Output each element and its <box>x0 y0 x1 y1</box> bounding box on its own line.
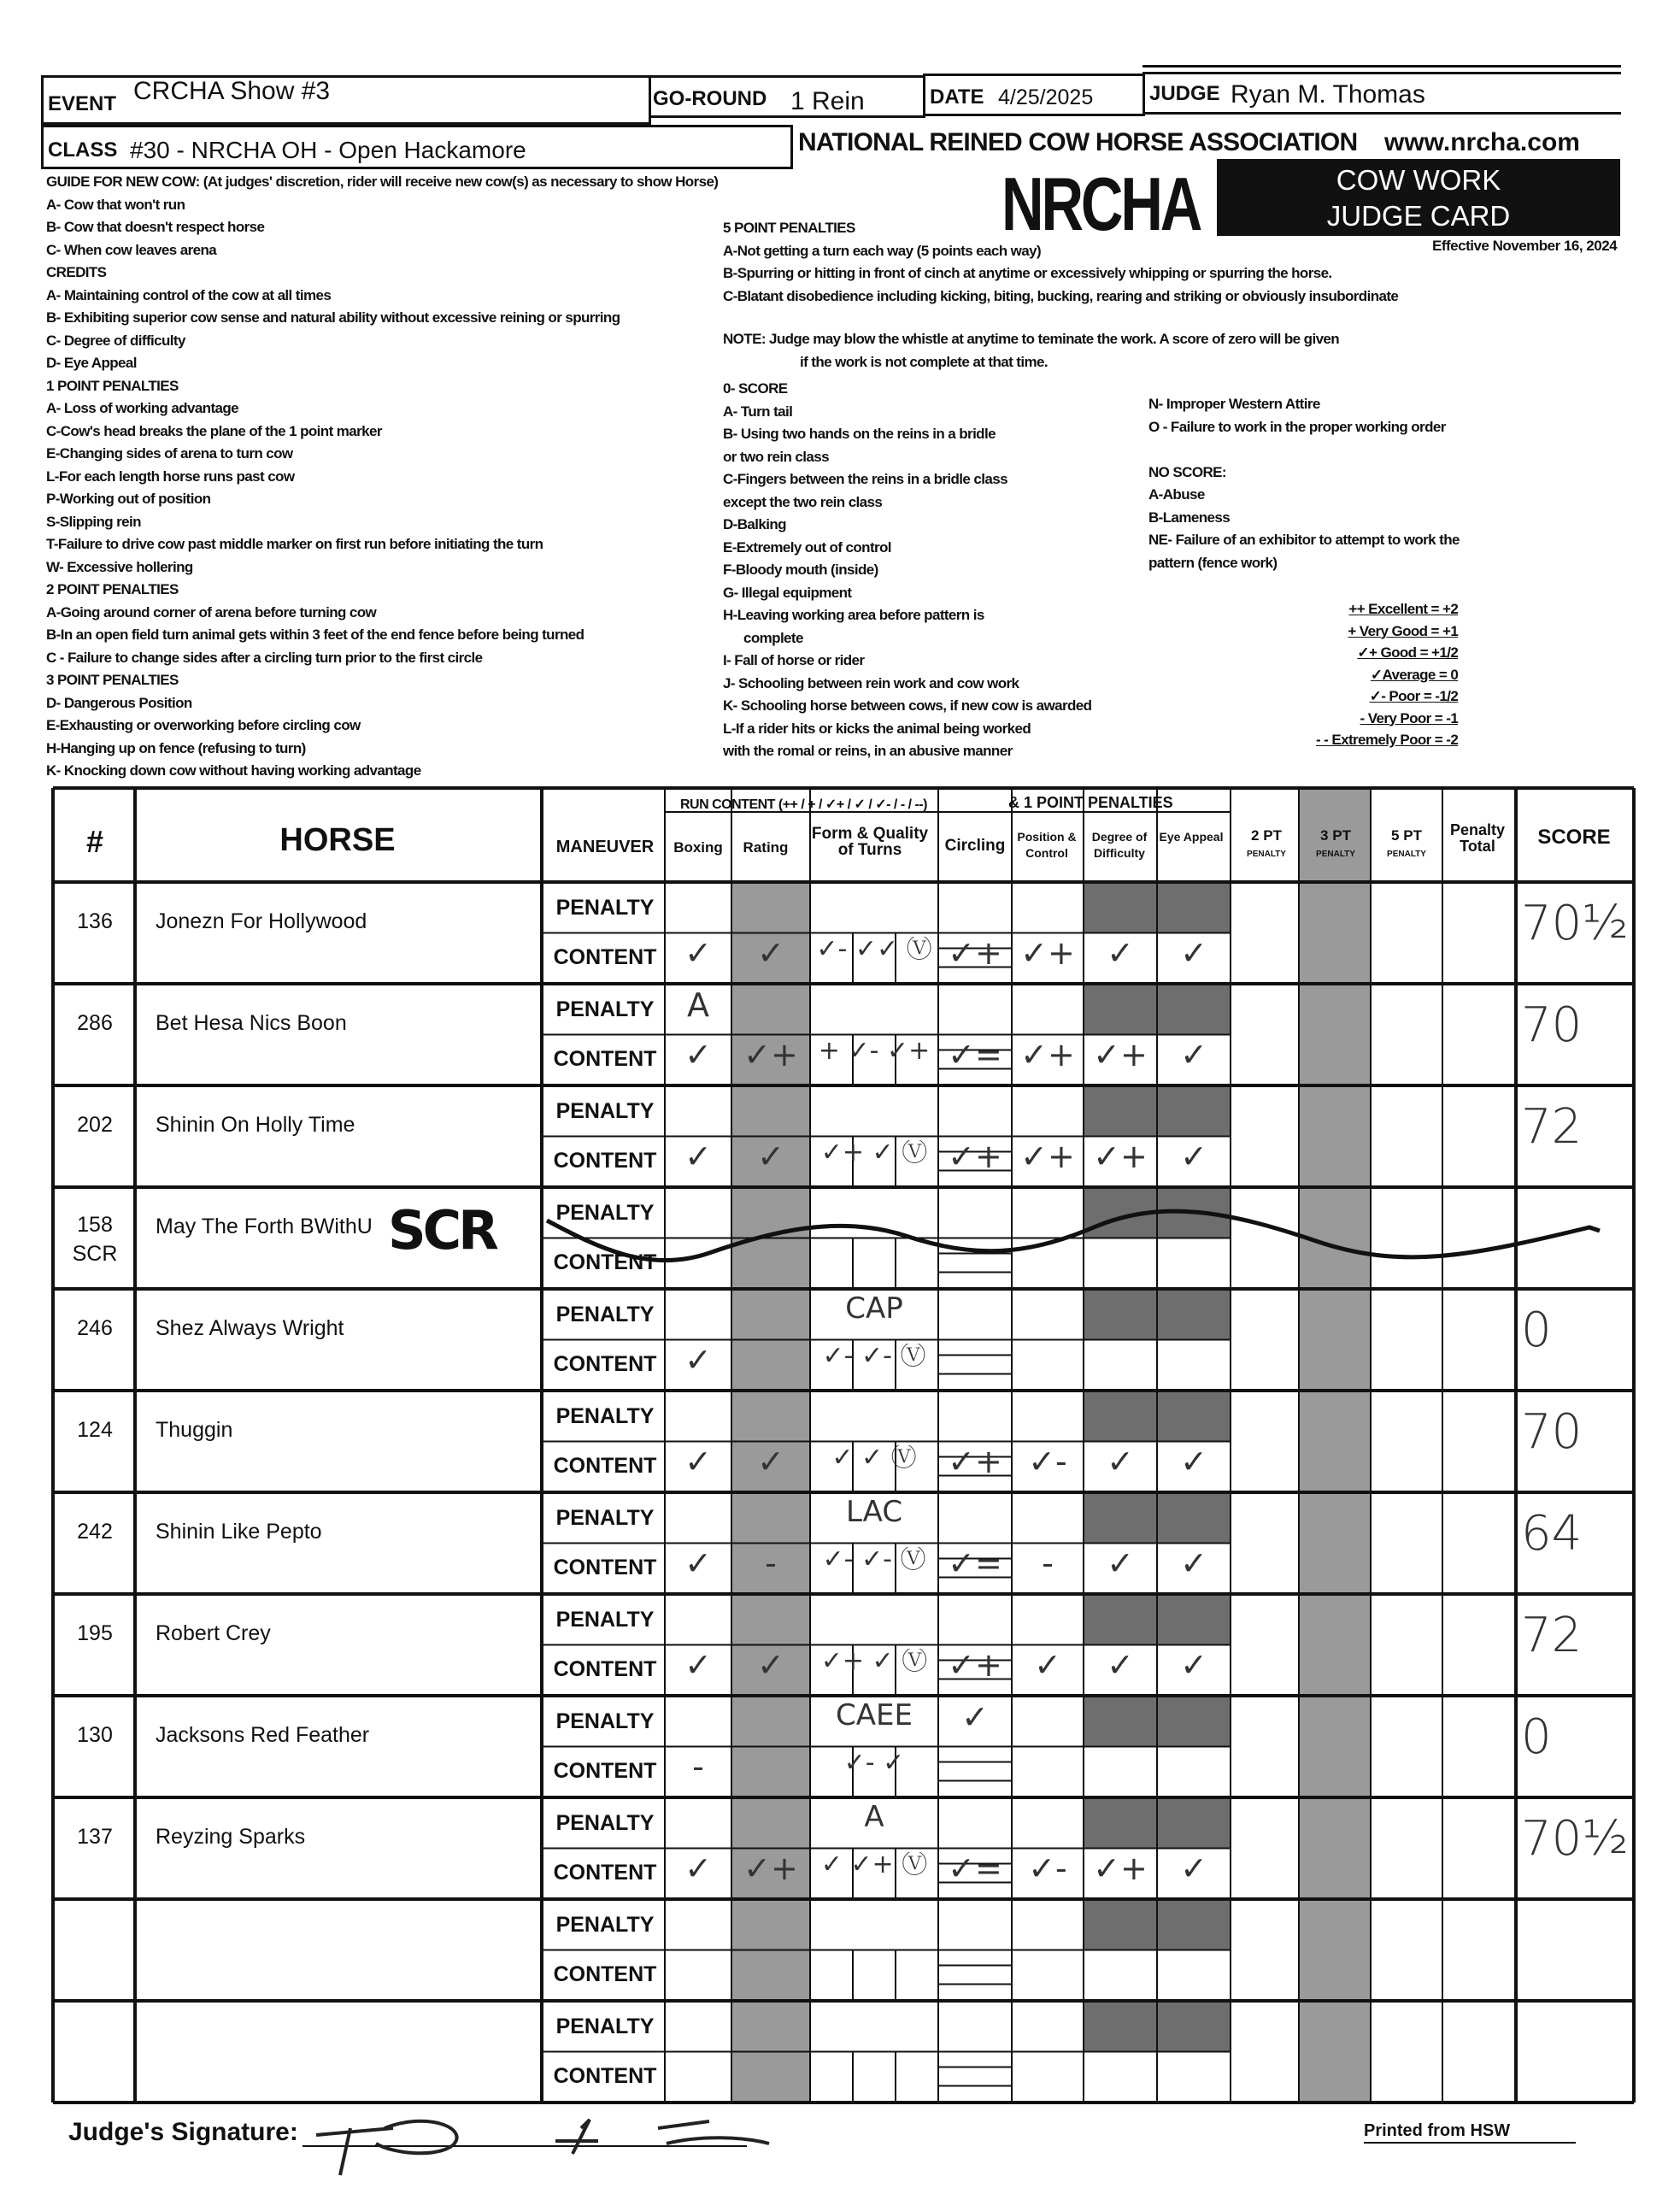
penalty-label: PENALTY <box>555 896 655 920</box>
col-header-5pt-sub: PENALTY <box>1387 850 1426 859</box>
content-mark-boxing: ✓ <box>684 1344 712 1376</box>
horse-name: Reyzing Sparks <box>156 1825 306 1849</box>
guide-left-line: E-Exhausting or overworking before circling cow <box>46 717 361 733</box>
guide-note-line: if the work is not complete at that time. <box>800 353 1048 370</box>
class-label: CLASS <box>48 138 118 162</box>
horse-number: 158 <box>77 1213 113 1237</box>
guide-scale-line: - - Extremely Poor = -2 <box>1316 732 1459 748</box>
judge-signature <box>299 2094 778 2179</box>
guide-scale-line: - Very Poor = -1 <box>1360 709 1459 726</box>
guide-five-line: B-Spurring or hitting in front of cinch at anytime or excessively whipping or spurring the horse. <box>723 265 1332 281</box>
content-mark-form: ✓- ✓- Ⓥ <box>822 1547 926 1573</box>
content-mark-boxing: ✓ <box>684 1649 712 1681</box>
group-header-penalties: & 1 POINT PENALTIES <box>1008 794 1173 811</box>
guide-zero-line: K- Schooling horse between cows, if new cow is awarded <box>723 697 1092 714</box>
content-mark-position: ✓- <box>1028 1445 1067 1478</box>
col-header-2pt <box>1231 827 1302 862</box>
content-mark-eye: ✓ <box>1180 1140 1207 1173</box>
content-label: CONTENT <box>553 1861 657 1885</box>
penalty-mark-form: CAEE <box>836 1698 913 1732</box>
guide-scale-line: ✓- Poor = -1/2 <box>1369 688 1459 704</box>
score-value: 70 <box>1521 1404 1583 1460</box>
guide-left-line: C- Degree of difficulty <box>46 332 185 349</box>
content-label: CONTENT <box>553 1454 657 1478</box>
event-value: CRCHA Show #3 <box>133 77 331 105</box>
penalty-mark-form: LAC <box>845 1495 903 1529</box>
guide-left-line: CREDITS <box>46 264 107 280</box>
content-label: CONTENT <box>553 1047 657 1071</box>
guide-scale-line: ✓+ Good = +1/2 <box>1357 644 1459 661</box>
scratch-note: SCR <box>388 1199 496 1262</box>
card-title-line-2: JUDGE CARD <box>1326 200 1511 232</box>
guide-right-line: pattern (fence work) <box>1148 554 1278 571</box>
content-mark-position: - <box>1042 1547 1054 1579</box>
guide-zero-line: J- Schooling between rein work and cow work <box>723 674 1019 691</box>
penalty-label: PENALTY <box>555 1303 655 1326</box>
content-label: CONTENT <box>553 945 657 969</box>
guide-zero-line: L-If a rider hits or kicks the animal being worked <box>723 720 1031 737</box>
penalty-label: PENALTY <box>555 1201 655 1225</box>
horse-name: May The Forth BWithU <box>156 1215 373 1238</box>
guide-left-line: C - Failure to change sides after a circling turn prior to the first circle <box>46 649 483 666</box>
content-label: CONTENT <box>553 1149 657 1173</box>
guide-left-line: W- Excessive hollering <box>46 558 193 575</box>
content-mark-boxing: ✓ <box>684 1140 712 1173</box>
association-name: NATIONAL REINED COW HORSE ASSOCIATION <box>798 128 1358 156</box>
guide-left-line: A- Maintaining control of the cow at all times <box>46 286 332 303</box>
horse-number: 130 <box>77 1723 113 1747</box>
penalty-mark-form: CAP <box>845 1291 903 1326</box>
guide-left-line: B-In an open field turn animal gets within 3 feet of the end fence before being turned <box>46 626 584 643</box>
content-mark-position: ✓+ <box>1020 1038 1075 1071</box>
guide-left-line: P-Working out of position <box>46 491 211 507</box>
score-value: 72 <box>1521 1608 1583 1663</box>
content-mark-eye: ✓ <box>1180 937 1207 969</box>
col-header-boxing: Boxing <box>673 839 723 856</box>
content-mark-boxing: ✓ <box>684 937 712 969</box>
guide-right-line: O - Failure to work in the proper working order <box>1148 418 1446 435</box>
content-mark-form: ✓+ ✓ Ⓥ <box>820 1140 928 1166</box>
guide-right-line: NO SCORE: <box>1148 463 1226 480</box>
content-mark-degree: ✓ <box>1107 1445 1134 1478</box>
content-label: CONTENT <box>553 1962 657 1986</box>
content-mark-rating: ✓ <box>757 1140 784 1173</box>
horse-number: 124 <box>77 1418 113 1442</box>
score-value: 70½ <box>1521 1811 1629 1867</box>
content-mark-position: ✓- <box>1028 1852 1067 1885</box>
col-header-form: Form & Quality of Turns <box>811 825 929 859</box>
scratch-status: SCR <box>72 1242 118 1266</box>
content-mark-form: ✓ ✓ Ⓥ <box>831 1445 917 1471</box>
col-header-2pt-label: 2 PT <box>1251 827 1282 844</box>
guide-zero-line: with the romal or reins, in an abusive manner <box>723 743 1013 759</box>
guide-five-line: C-Blatant disobedience including kicking, biting, bucking, rearing and striking or obviously insubordinate <box>723 287 1399 304</box>
score-value: 70 <box>1521 997 1583 1053</box>
guide-left-line: T-Failure to drive cow past middle marker on first run before initiating the turn <box>46 536 543 552</box>
col-header-circling: Circling <box>944 837 1006 855</box>
content-mark-rating: ✓+ <box>743 1038 798 1071</box>
penalty-mark-boxing: A <box>687 986 709 1024</box>
penalty-label: PENALTY <box>555 1709 655 1733</box>
content-mark-form: ✓- ✓- Ⓥ <box>822 1344 926 1369</box>
horse-name: Robert Crey <box>156 1621 271 1645</box>
printed-line <box>1364 2142 1576 2144</box>
col-header-score: SCORE <box>1537 826 1611 849</box>
guide-left-line: S-Slipping rein <box>46 513 141 530</box>
content-mark-form: ✓- ✓ <box>843 1750 905 1776</box>
guide-left-line: D- Eye Appeal <box>46 355 137 371</box>
content-mark-boxing: - <box>692 1750 704 1783</box>
guide-zero-line: complete <box>743 629 803 646</box>
horse-name: Thuggin <box>156 1418 233 1442</box>
horse-name: Shinin Like Pepto <box>156 1520 322 1544</box>
content-mark-eye: ✓ <box>1180 1649 1207 1681</box>
content-label: CONTENT <box>553 1352 657 1376</box>
goround-value: 1 Rein <box>790 87 865 115</box>
score-value: 0 <box>1521 1709 1552 1765</box>
col-header-horse: HORSE <box>279 822 396 858</box>
content-mark-degree: ✓ <box>1107 937 1134 969</box>
horse-number: 246 <box>77 1316 113 1340</box>
guide-zero-line: F-Bloody mouth (inside) <box>723 562 878 578</box>
guide-left-line: E-Changing sides of arena to turn cow <box>46 445 293 462</box>
content-mark-eye: ✓ <box>1180 1445 1207 1478</box>
guide-left-line: L-For each length horse runs past cow <box>46 468 295 485</box>
date-label: DATE <box>930 85 984 109</box>
judge-value: Ryan M. Thomas <box>1231 80 1425 109</box>
score-value: 0 <box>1521 1303 1552 1358</box>
col-header-3pt-label: 3 PT <box>1320 827 1351 844</box>
col-header-degree: Degree of Difficulty <box>1091 830 1148 860</box>
content-mark-circling: ✓= <box>948 1038 1002 1071</box>
content-mark-rating: ✓+ <box>743 1852 798 1885</box>
guide-zero-line: A- Turn tail <box>723 403 793 420</box>
printed-from: Printed from HSW <box>1364 2121 1511 2140</box>
website: www.nrcha.com <box>1384 128 1580 156</box>
guide-left-line: K- Knocking down cow without having working advantage <box>46 762 421 779</box>
guide-right-line: B-Lameness <box>1148 509 1231 526</box>
content-mark-degree: ✓ <box>1107 1649 1134 1681</box>
content-mark-circling: ✓= <box>948 1547 1002 1579</box>
horse-name: Shez Always Wright <box>156 1316 344 1340</box>
col-header-3pt-sub: PENALTY <box>1316 850 1355 859</box>
guide-left-line: H-Hanging up on fence (refusing to turn) <box>46 739 306 756</box>
horse-name: Jacksons Red Feather <box>156 1723 370 1747</box>
content-mark-boxing: ✓ <box>684 1852 712 1885</box>
content-label: CONTENT <box>553 1250 657 1274</box>
guide-left-line: 1 POINT PENALTIES <box>46 377 179 394</box>
guide-right-line: NE- Failure of an exhibitor to attempt to work the <box>1148 532 1460 548</box>
guide-scale-line: + Very Good = +1 <box>1348 622 1459 639</box>
content-mark-form: + ✓- ✓+ <box>818 1038 931 1064</box>
content-mark-degree: ✓+ <box>1093 1038 1148 1071</box>
content-mark-boxing: ✓ <box>684 1547 712 1579</box>
horse-name: Jonezn For Hollywood <box>156 909 367 933</box>
signature-label: Judge's Signature: <box>68 2118 298 2146</box>
guide-zero-line: G- Illegal equipment <box>723 584 852 601</box>
content-label: CONTENT <box>553 1556 657 1579</box>
content-label: CONTENT <box>553 1759 657 1783</box>
penalty-label: PENALTY <box>555 1608 655 1632</box>
horse-name: Shinin On Holly Time <box>156 1113 355 1137</box>
effective-date: Effective November 16, 2024 <box>1432 238 1618 254</box>
guide-zero-line: H-Leaving working area before pattern is <box>723 607 984 623</box>
guide-zero-line: I- Fall of horse or rider <box>723 652 865 668</box>
penalty-mark-circling: ✓ <box>961 1698 989 1736</box>
guide-left-line: B- Exhibiting superior cow sense and natural ability without excessive reining or spurring <box>46 309 620 326</box>
content-mark-rating: ✓ <box>757 1445 784 1478</box>
content-mark-rating: ✓ <box>757 937 784 969</box>
guide-left-line: GUIDE FOR NEW COW: (At judges' discretion, rider will receive new cow(s) as necessary to show Horse) <box>46 174 719 190</box>
horse-number: 242 <box>77 1520 113 1544</box>
penalty-label: PENALTY <box>555 1811 655 1835</box>
score-value: 64 <box>1521 1506 1583 1562</box>
guide-left-line: 2 POINT PENALTIES <box>46 581 179 597</box>
guide-left-line: C-Cow's head breaks the plane of the 1 point marker <box>46 422 382 439</box>
col-header-position: Position & Control <box>1017 830 1077 860</box>
guide-zero-line: C-Fingers between the reins in a bridle class <box>723 471 1007 487</box>
guide-left-line: 3 POINT PENALTIES <box>46 672 179 688</box>
content-label: CONTENT <box>553 2064 657 2088</box>
guide-left-line: A- Loss of working advantage <box>46 400 239 416</box>
penalty-mark-form: A <box>864 1800 884 1834</box>
horse-number: 195 <box>77 1621 113 1645</box>
content-mark-rating: - <box>765 1547 777 1579</box>
guide-left-line: B- Cow that doesn't respect horse <box>46 219 265 235</box>
goround-label: GO-ROUND <box>653 87 767 110</box>
date-value: 4/25/2025 <box>998 85 1094 109</box>
nrcha-logo: NRCHA <box>1002 162 1201 246</box>
content-mark-degree: ✓ <box>1107 1547 1134 1579</box>
content-mark-rating: ✓ <box>757 1649 784 1681</box>
content-mark-boxing: ✓ <box>684 1038 712 1071</box>
horse-name: Bet Hesa Nics Boon <box>156 1011 347 1035</box>
penalty-label: PENALTY <box>555 1404 655 1428</box>
guide-right-line: N- Improper Western Attire <box>1148 396 1320 412</box>
class-value: #30 - NRCHA OH - Open Hackamore <box>130 137 526 163</box>
score-value: 72 <box>1521 1099 1583 1155</box>
guide-zero-line: 0- SCORE <box>723 380 788 397</box>
horse-number: 202 <box>77 1113 113 1137</box>
col-header-5pt <box>1371 827 1442 862</box>
content-mark-degree: ✓+ <box>1093 1140 1148 1173</box>
content-mark-eye: ✓ <box>1180 1547 1207 1579</box>
guide-scale-line: ++ Excellent = +2 <box>1348 601 1459 617</box>
col-header-num: # <box>85 824 104 859</box>
content-mark-position: ✓+ <box>1020 1140 1075 1173</box>
guide-note-line: NOTE: Judge may blow the whistle at anytime to teminate the work. A score of zero will be given <box>723 331 1340 347</box>
penalty-label: PENALTY <box>555 1506 655 1530</box>
content-mark-form: ✓ ✓+ Ⓥ <box>820 1852 928 1878</box>
guide-zero-line: or two rein class <box>723 448 829 465</box>
guide-left-line: D- Dangerous Position <box>46 694 192 711</box>
col-header-rating: Rating <box>743 839 789 856</box>
col-header-maneuver: MANEUVER <box>555 838 655 856</box>
content-mark-circling: ✓+ <box>948 1649 1002 1681</box>
col-header-3pt <box>1299 827 1372 862</box>
horse-number: 286 <box>77 1011 113 1035</box>
col-header-penalty-total: Penalty Total <box>1449 821 1506 855</box>
content-mark-degree: ✓+ <box>1093 1852 1148 1885</box>
content-mark-form: ✓- ✓✓ Ⓥ <box>816 937 932 962</box>
score-value: 70½ <box>1521 896 1629 951</box>
judge-label: JUDGE <box>1149 82 1220 105</box>
guide-zero-line: B- Using two hands on the reins in a bridle <box>723 426 996 442</box>
content-mark-eye: ✓ <box>1180 1038 1207 1071</box>
content-label: CONTENT <box>553 1657 657 1681</box>
penalty-label: PENALTY <box>555 997 655 1021</box>
guide-right-line: A-Abuse <box>1148 486 1205 503</box>
guide-left-line: A- Cow that won't run <box>46 196 185 213</box>
content-mark-boxing: ✓ <box>684 1445 712 1478</box>
content-mark-form: ✓+ ✓ Ⓥ <box>820 1649 928 1674</box>
penalty-label: PENALTY <box>555 2014 655 2038</box>
penalty-label: PENALTY <box>555 1099 655 1123</box>
guide-zero-line: except the two rein class <box>723 493 883 510</box>
col-header-eye: Eye Appeal <box>1159 830 1224 844</box>
guide-five-line: 5 POINT PENALTIES <box>723 220 855 236</box>
col-header-2pt-sub: PENALTY <box>1247 850 1286 859</box>
group-header-run-content: RUN CONTENT (++ / + / ✓+ / ✓ / ✓- / - / --) <box>680 797 927 812</box>
content-mark-circling: ✓+ <box>948 1445 1002 1478</box>
guide-five-line: A-Not getting a turn each way (5 points each way) <box>723 242 1042 259</box>
penalty-label: PENALTY <box>555 1913 655 1937</box>
guide-zero-line: E-Extremely out of control <box>723 538 891 556</box>
event-label: EVENT <box>48 92 117 115</box>
guide-left-line: A-Going around corner of arena before turning cow <box>46 603 377 621</box>
guide-left-line: C- When cow leaves arena <box>46 241 217 258</box>
guide-zero-line: D-Balking <box>723 516 786 532</box>
content-mark-position: ✓ <box>1034 1649 1061 1681</box>
content-mark-position: ✓+ <box>1020 937 1075 969</box>
content-mark-eye: ✓ <box>1180 1852 1207 1885</box>
horse-number: 137 <box>77 1825 113 1849</box>
guide-scale-line: ✓Average = 0 <box>1370 666 1459 683</box>
content-mark-circling: ✓+ <box>948 937 1002 969</box>
content-mark-circling: ✓= <box>948 1852 1002 1885</box>
col-header-5pt-label: 5 PT <box>1391 827 1422 844</box>
horse-number: 136 <box>77 909 113 933</box>
content-mark-circling: ✓+ <box>948 1140 1002 1173</box>
card-title-line-1: COW WORK <box>1336 164 1501 196</box>
